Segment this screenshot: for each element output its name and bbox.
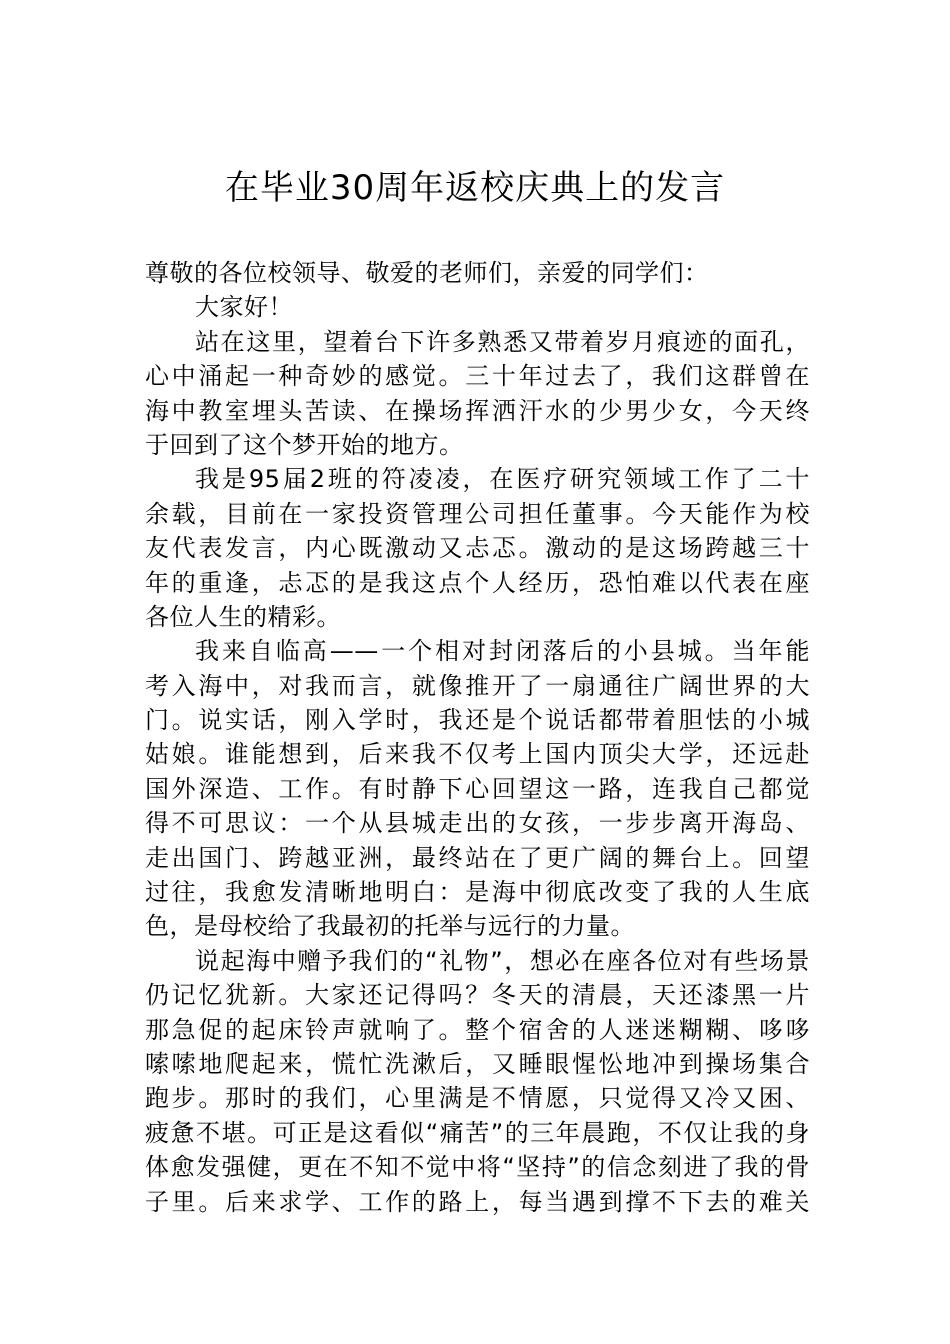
paragraph-line: 仍记忆犹新。大家还记得吗？冬天的清晨，天还漆黑一片 [145,981,810,1010]
paragraph-line: 各位人生的精彩。 [145,602,341,631]
paragraph-line: 我是95届2班的符凌凌，在医疗研究领域工作了二十 [195,465,810,494]
paragraph-line: 过往，我愈发清晰地明白：是海中彻底改变了我的人生底 [145,878,810,907]
paragraph-line: 于回到了这个梦开始的地方。 [145,430,464,459]
paragraph-line: 跑步。那时的我们，心里满是不情愿，只觉得又冷又困、 [145,1084,810,1113]
paragraph-line: 嗦嗦地爬起来，慌忙洗漱后，又睡眼惺忪地冲到操场集合 [145,1049,810,1078]
paragraph-line: 体愈发强健，更在不知不觉中将“坚持”的信念刻进了我的骨 [145,1153,810,1182]
paragraph-line: 走出国门、跨越亚洲，最终站在了更广阔的舞台上。回望 [145,843,810,872]
paragraph-line: 站在这里，望着台下许多熟悉又带着岁月痕迹的面孔， [195,327,810,356]
paragraph-line: 色，是母校给了我最初的托举与远行的力量。 [145,912,635,941]
paragraph-line: 海中教室埋头苦读、在操场挥洒汗水的少男少女，今天终 [145,396,810,425]
paragraph-line: 考入海中，对我而言，就像推开了一扇通往广阔世界的大 [145,671,810,700]
document-body [145,256,810,1219]
paragraph-line: 尊敬的各位校领导、敬爱的老师们，亲爱的同学们： [145,259,709,287]
paragraph-line: 说起海中赠予我们的“礼物”，想必在座各位对有些场景 [195,946,810,975]
paragraph-line: 门。说实话，刚入学时，我还是个说话都带着胆怯的小城 [145,706,810,735]
paragraph [145,944,810,1219]
document-title: 在毕业30周年返校庆典上的发言 [224,168,726,208]
paragraph-line: 国外深造、工作。有时静下心回望这一路，连我自己都觉 [145,774,810,803]
paragraph [145,256,810,290]
paragraph-line: 子里。后来求学、工作的路上，每当遇到撑不下去的难关 [145,1187,810,1216]
paragraph-line: 大家好！ [195,293,293,322]
paragraph [145,290,810,324]
paragraph-line: 友代表发言，内心既激动又忐忑。激动的是这场跨越三十 [145,534,810,563]
paragraph [145,325,810,463]
paragraph-line: 余载，目前在一家投资管理公司担任董事。今天能作为校 [145,499,810,528]
paragraph [145,462,810,634]
paragraph [145,634,810,944]
paragraph-line: 姑娘。谁能想到，后来我不仅考上国内顶尖大学，还远赴 [145,740,810,769]
paragraph-line: 疲惫不堪。可正是这看似“痛苦”的三年晨跑，不仅让我的身 [145,1118,810,1147]
paragraph-line: 那急促的起床铃声就响了。整个宿舍的人迷迷糊糊、哆哆 [145,1015,810,1044]
paragraph-line: 我来自临高——一个相对封闭落后的小县城。当年能 [195,637,810,666]
paragraph-line: 心中涌起一种奇妙的感觉。三十年过去了，我们这群曾在 [145,362,810,391]
paragraph-line: 得不可思议：一个从县城走出的女孩，一步步离开海岛、 [145,809,810,838]
paragraph-line: 年的重逢，忐忑的是我这点个人经历，恐怕难以代表在座 [145,568,810,597]
